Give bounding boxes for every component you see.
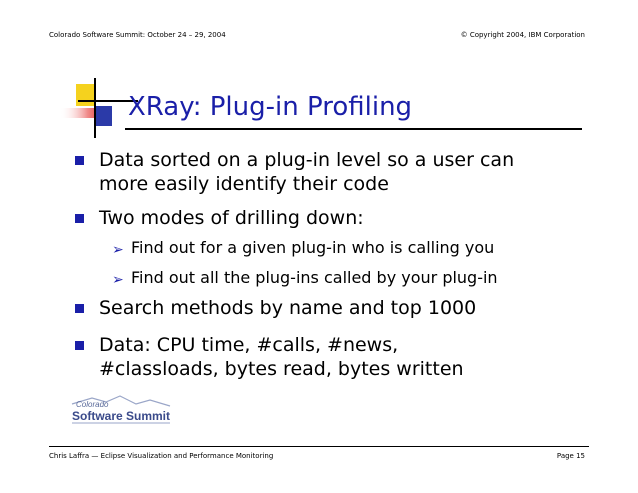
footer-divider bbox=[49, 446, 589, 447]
bullet-1-line-2: more easily identify their code bbox=[99, 173, 389, 195]
bullet-2 bbox=[99, 206, 364, 230]
arrow-bullet-icon: ➢ bbox=[112, 242, 124, 258]
bullet-4 bbox=[99, 333, 464, 381]
sub-bullet-2-text: Find out all the plug-ins called by your plug-in bbox=[131, 268, 498, 287]
header-left-text: Colorado Software Summit: October 24 – 29, 2004 bbox=[49, 31, 226, 39]
header-copyright: © Copyright 2004, IBM Corporation bbox=[460, 31, 585, 39]
bullet-3-line-1: Search methods by name and top 1000 bbox=[99, 297, 477, 319]
bullet-square-icon bbox=[75, 156, 84, 165]
sub-bullet-1 bbox=[112, 238, 495, 258]
colorado-software-summit-logo bbox=[70, 394, 175, 426]
arrow-bullet-icon: ➢ bbox=[112, 272, 124, 288]
footer-left-text: Chris Laffra — Eclipse Visualization and Performance Monitoring bbox=[49, 452, 274, 460]
bullet-1-line-1: Data sorted on a plug-in level so a user can bbox=[99, 149, 515, 171]
page-number: Page 15 bbox=[556, 452, 585, 460]
bullet-3 bbox=[99, 296, 476, 320]
bullet-square-icon bbox=[75, 304, 84, 313]
sub-bullet-1-text: Find out for a given plug-in who is calling you bbox=[131, 238, 495, 257]
bullet-4-line-1: Data: CPU time, #calls, #news, bbox=[99, 334, 399, 356]
bullet-square-icon bbox=[75, 214, 84, 223]
svg-text:Colorado: Colorado bbox=[76, 400, 109, 409]
svg-text:Software Summit: Software Summit bbox=[72, 409, 171, 423]
bullet-2-line-1: Two modes of drilling down: bbox=[99, 207, 364, 229]
sub-bullet-2 bbox=[112, 268, 498, 288]
bullet-1 bbox=[99, 148, 514, 196]
bullet-4-line-2: #classloads, bytes read, bytes written bbox=[99, 358, 464, 380]
title-underline bbox=[125, 128, 582, 130]
bullet-square-icon bbox=[75, 341, 84, 350]
slide-title: XRay: Plug-in Profiling bbox=[128, 92, 413, 122]
